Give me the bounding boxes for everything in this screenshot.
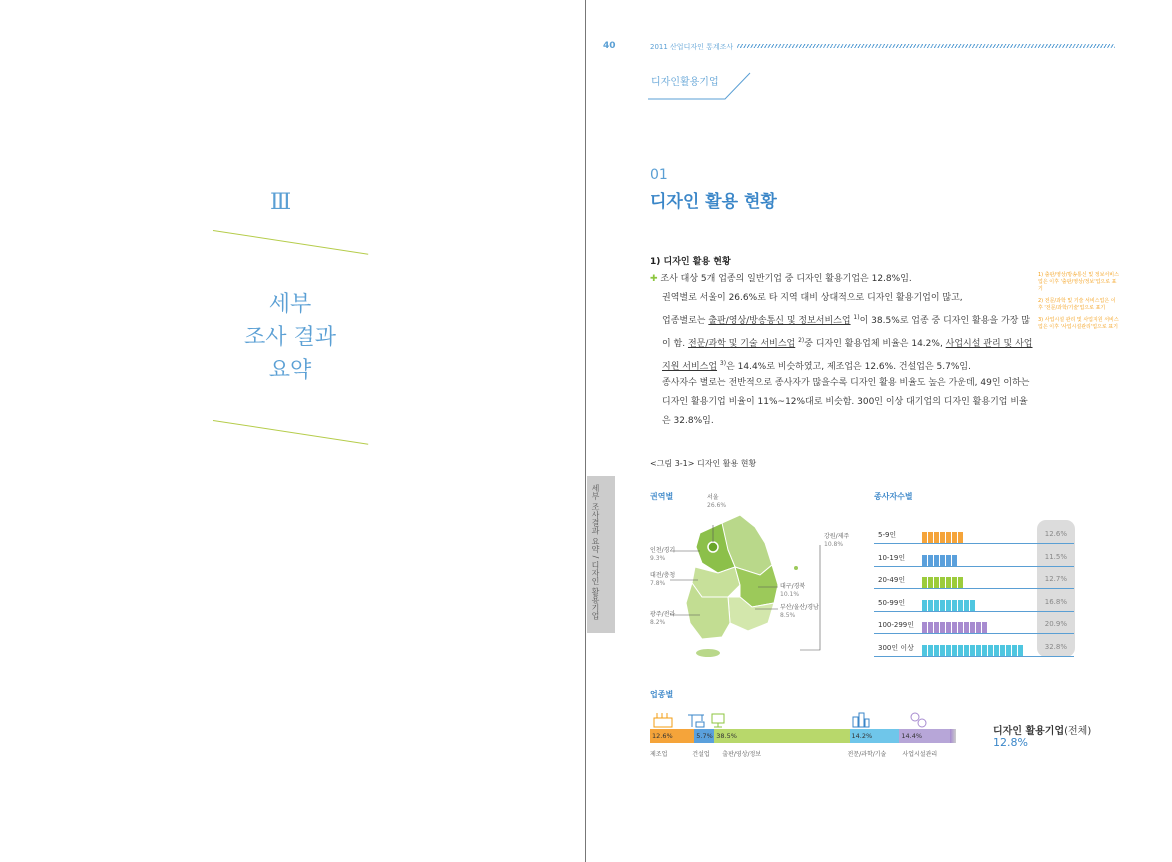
map-region-seoul bbox=[708, 542, 718, 552]
person-icon bbox=[940, 577, 945, 588]
side-tab-label: 세부 조사결과 요약 / 디자인 활용기업 bbox=[591, 484, 600, 620]
size-row bbox=[874, 568, 1074, 589]
section-tag: 디자인활용기업 bbox=[651, 77, 719, 88]
factory-icon bbox=[654, 713, 672, 727]
industry-label: 출판/영상/정보 bbox=[722, 751, 762, 758]
size-row bbox=[874, 636, 1074, 657]
region-value: 8.5% bbox=[780, 612, 796, 619]
side-tab bbox=[587, 476, 615, 633]
person-icon bbox=[952, 577, 957, 588]
crane-icon bbox=[688, 715, 704, 727]
people-icons bbox=[922, 618, 988, 637]
map-label-gangwon bbox=[824, 533, 849, 549]
paragraph-line: 은 32.8%임. bbox=[662, 416, 714, 426]
region-value: 10.1% bbox=[780, 591, 800, 598]
figure-caption: <그림 3-1> 디자인 활용 현황 bbox=[650, 459, 757, 468]
person-icon bbox=[922, 577, 927, 588]
page-spine bbox=[585, 0, 586, 862]
page-number: 40 bbox=[603, 41, 616, 51]
people-icons bbox=[922, 551, 958, 570]
region-name: 대전/충청 bbox=[650, 572, 676, 579]
region-value: 26.6% bbox=[707, 502, 727, 509]
paragraph-line: 디자인 활용기업 비율이 11%~12%대로 비슷함. 300인 이상 대기업의 디자인 활용기업 비율 bbox=[662, 397, 1028, 407]
size-row bbox=[874, 591, 1074, 612]
person-icon bbox=[958, 645, 963, 656]
person-icon bbox=[994, 645, 999, 656]
footnote-number: 2) bbox=[1038, 298, 1044, 304]
footnote-text: 출판/영상/방송통신 및 정보서비스업은 이후 '출판/영상/정보'업으로 표기 bbox=[1038, 272, 1119, 292]
region-name: 서울 bbox=[707, 494, 719, 501]
divider-line-bottom bbox=[213, 420, 368, 445]
chapter-title-line: 조사 결과 bbox=[243, 325, 336, 350]
footnote bbox=[1038, 298, 1120, 312]
footnote-number: 3) bbox=[1038, 317, 1044, 323]
industry-bar-segment: 12.6% bbox=[650, 729, 694, 743]
footnote-text: 사업시설 관리 및 사업지원 서비스업은 이후 '사업시설관리'업으로 표기 bbox=[1038, 317, 1119, 330]
paragraph-line bbox=[650, 270, 1033, 289]
text: 조사 대상 5개 업종의 일반기업 중 디자인 활용기업은 12.8%임. bbox=[660, 274, 912, 284]
people-icons bbox=[922, 596, 976, 615]
overall-title-suffix: (전체) bbox=[1064, 726, 1092, 737]
overall-title-main: 디자인 활용기업 bbox=[993, 726, 1065, 737]
people-icons bbox=[922, 528, 964, 547]
person-icon bbox=[922, 555, 927, 566]
footnote-ref: 2) bbox=[798, 337, 805, 344]
header-hatch-rule bbox=[737, 44, 1115, 48]
bar-end-cap bbox=[950, 729, 956, 743]
size-panel-title: 종사자수별 bbox=[874, 492, 913, 501]
person-icon bbox=[934, 577, 939, 588]
paragraph-2 bbox=[662, 374, 1029, 431]
size-value: 12.7% bbox=[1044, 575, 1067, 584]
person-icon bbox=[982, 645, 987, 656]
region-value: 7.8% bbox=[650, 580, 666, 587]
underlined-term: 출판/영상/방송통신 및 정보서비스업 bbox=[708, 316, 851, 326]
region-name: 광주/전라 bbox=[650, 611, 676, 618]
section-tag-underline bbox=[640, 70, 755, 102]
person-icon bbox=[940, 600, 945, 611]
text: 은 14.4%로 비슷하였고, 제조업은 12.6%. 건설업은 5.7%임. bbox=[726, 362, 971, 372]
map-label-jeolla bbox=[650, 611, 675, 627]
industry-label: 전문/과학/기술 bbox=[847, 751, 887, 758]
industry-icons bbox=[650, 710, 950, 730]
person-icon bbox=[922, 532, 927, 543]
plus-bullet-icon: ✚ bbox=[650, 274, 658, 284]
person-icon bbox=[922, 600, 927, 611]
industry-label: 제조업 bbox=[650, 751, 668, 758]
footnote-ref: 3) bbox=[719, 360, 727, 367]
person-icon bbox=[1006, 645, 1011, 656]
running-head: 2011 산업디자인 통계조사 bbox=[650, 43, 734, 51]
region-panel-title: 권역별 bbox=[650, 492, 674, 501]
underlined-term: 전문/과학 및 기술 서비스업 bbox=[687, 339, 796, 349]
person-icon bbox=[928, 645, 933, 656]
person-icon bbox=[970, 622, 975, 633]
map-label-gyeonggi bbox=[650, 547, 675, 563]
region-name: 부산/울산/경남 bbox=[780, 604, 819, 611]
text: 중 디자인 활용업체 비율은 14.2%, bbox=[804, 339, 946, 349]
footnote-number: 1) bbox=[1038, 272, 1044, 278]
paragraph-line bbox=[650, 308, 1033, 331]
divider-line-top bbox=[213, 230, 368, 255]
people-icons bbox=[922, 573, 964, 592]
person-icon bbox=[982, 622, 987, 633]
chapter-title-line: 세부 bbox=[268, 292, 312, 317]
overall-value: 12.8% bbox=[993, 736, 1028, 749]
overall-title bbox=[993, 722, 1091, 737]
chapter-title bbox=[210, 288, 370, 387]
text: 업종별로는 bbox=[662, 316, 709, 326]
monitor-icon bbox=[712, 714, 724, 727]
person-icon bbox=[1018, 645, 1023, 656]
map-label-gyeongnam bbox=[780, 604, 819, 620]
size-value: 16.8% bbox=[1044, 597, 1067, 606]
footnote bbox=[1038, 317, 1120, 331]
paragraph-line bbox=[650, 331, 1033, 354]
person-icon bbox=[934, 532, 939, 543]
person-icon bbox=[922, 622, 927, 633]
map-label-seoul bbox=[707, 494, 726, 510]
person-icon bbox=[940, 555, 945, 566]
person-icon bbox=[934, 645, 939, 656]
size-row bbox=[874, 546, 1074, 567]
size-label: 20-49인 bbox=[878, 576, 906, 585]
people-icons bbox=[922, 641, 1024, 660]
text: 이 38.5%로 업종 중 디자인 활용을 가장 많 bbox=[859, 316, 1030, 326]
footnote-ref: 1) bbox=[853, 314, 860, 321]
gears-icon bbox=[911, 713, 926, 727]
person-icon bbox=[988, 645, 993, 656]
size-value: 20.9% bbox=[1044, 620, 1067, 629]
person-icon bbox=[928, 622, 933, 633]
industry-bar-segment: 14.2% bbox=[850, 729, 900, 743]
person-icon bbox=[970, 600, 975, 611]
industry-label: 건설업 bbox=[692, 751, 710, 758]
person-icon bbox=[1012, 645, 1017, 656]
person-icon bbox=[946, 532, 951, 543]
underlined-term: 사업시설 관리 및 사업 bbox=[945, 339, 1033, 349]
person-icon bbox=[940, 532, 945, 543]
industry-panel-title: 업종별 bbox=[650, 690, 674, 699]
region-name: 대구/경북 bbox=[780, 583, 806, 590]
person-icon bbox=[946, 600, 951, 611]
paragraph-line: 종사자수 별로는 전반적으로 종사자가 많을수록 디자인 활용 비율도 높은 가운데, 49인 이하는 bbox=[662, 378, 1030, 388]
size-label: 100-299인 bbox=[878, 621, 915, 630]
person-icon bbox=[1000, 645, 1005, 656]
text: 이 함. bbox=[662, 339, 688, 349]
underlined-term: 지원 서비스업 bbox=[662, 362, 718, 372]
person-icon bbox=[976, 645, 981, 656]
person-icon bbox=[928, 600, 933, 611]
industry-label: 사업시설관리 bbox=[902, 751, 938, 758]
paragraph-1 bbox=[650, 270, 1033, 377]
map-island-icon bbox=[794, 566, 798, 570]
person-icon bbox=[958, 532, 963, 543]
person-icon bbox=[952, 600, 957, 611]
person-icon bbox=[946, 555, 951, 566]
chapter-title-line: 요약 bbox=[268, 358, 312, 383]
person-icon bbox=[970, 645, 975, 656]
person-icon bbox=[964, 622, 969, 633]
chapter-roman-numeral: Ⅲ bbox=[270, 190, 292, 215]
map-label-chungcheong bbox=[650, 572, 675, 588]
region-value: 8.2% bbox=[650, 619, 666, 626]
region-name: 인천/경기 bbox=[650, 547, 676, 554]
person-icon bbox=[934, 600, 939, 611]
person-icon bbox=[928, 577, 933, 588]
person-icon bbox=[928, 555, 933, 566]
paragraph-line: 권역별로 서울이 26.6%로 타 지역 대비 상대적으로 디자인 활용기업이 많고, bbox=[662, 293, 963, 303]
person-icon bbox=[976, 622, 981, 633]
person-icon bbox=[952, 622, 957, 633]
size-label: 300인 이상 bbox=[878, 644, 914, 652]
size-row bbox=[874, 523, 1074, 544]
size-label: 10-19인 bbox=[878, 553, 906, 562]
person-icon bbox=[952, 645, 957, 656]
person-icon bbox=[940, 645, 945, 656]
person-icon bbox=[928, 532, 933, 543]
industry-bar-segment: 38.5% bbox=[714, 729, 849, 743]
buildings-icon bbox=[853, 713, 869, 727]
person-icon bbox=[952, 555, 957, 566]
footnote bbox=[1038, 272, 1120, 293]
size-value: 12.6% bbox=[1044, 530, 1067, 538]
person-icon bbox=[964, 600, 969, 611]
person-icon bbox=[940, 622, 945, 633]
size-row bbox=[874, 613, 1074, 634]
person-icon bbox=[952, 532, 957, 543]
map-region-jeju bbox=[696, 649, 720, 657]
person-icon bbox=[946, 577, 951, 588]
person-icon bbox=[958, 622, 963, 633]
person-icon bbox=[946, 645, 951, 656]
section-title: 디자인 활용 현황 bbox=[650, 192, 777, 212]
footnote-text: 전문/과학 및 기술 서비스업은 이후 '전문/과학/기술'업으로 표기 bbox=[1038, 298, 1116, 311]
person-icon bbox=[958, 577, 963, 588]
person-icon bbox=[964, 645, 969, 656]
section-number: 01 bbox=[650, 167, 668, 183]
sub-title: 1) 디자인 활용 현황 bbox=[650, 257, 731, 267]
person-icon bbox=[946, 622, 951, 633]
industry-bar-segment: 5.7% bbox=[694, 729, 714, 743]
footnotes bbox=[1038, 272, 1120, 336]
person-icon bbox=[934, 622, 939, 633]
size-value: 32.8% bbox=[1044, 643, 1067, 651]
size-value: 11.5% bbox=[1044, 552, 1067, 561]
region-value: 9.3% bbox=[650, 555, 666, 562]
person-icon bbox=[958, 600, 963, 611]
person-icon bbox=[922, 645, 927, 656]
person-icon bbox=[934, 555, 939, 566]
region-name: 강원/제주 bbox=[824, 533, 850, 540]
region-value: 10.8% bbox=[824, 541, 844, 548]
map-label-gyeongbuk bbox=[780, 583, 805, 599]
size-label: 5-9인 bbox=[878, 531, 897, 539]
size-label: 50-99인 bbox=[878, 598, 906, 607]
industry-bar-segment: 14.4% bbox=[899, 729, 950, 743]
